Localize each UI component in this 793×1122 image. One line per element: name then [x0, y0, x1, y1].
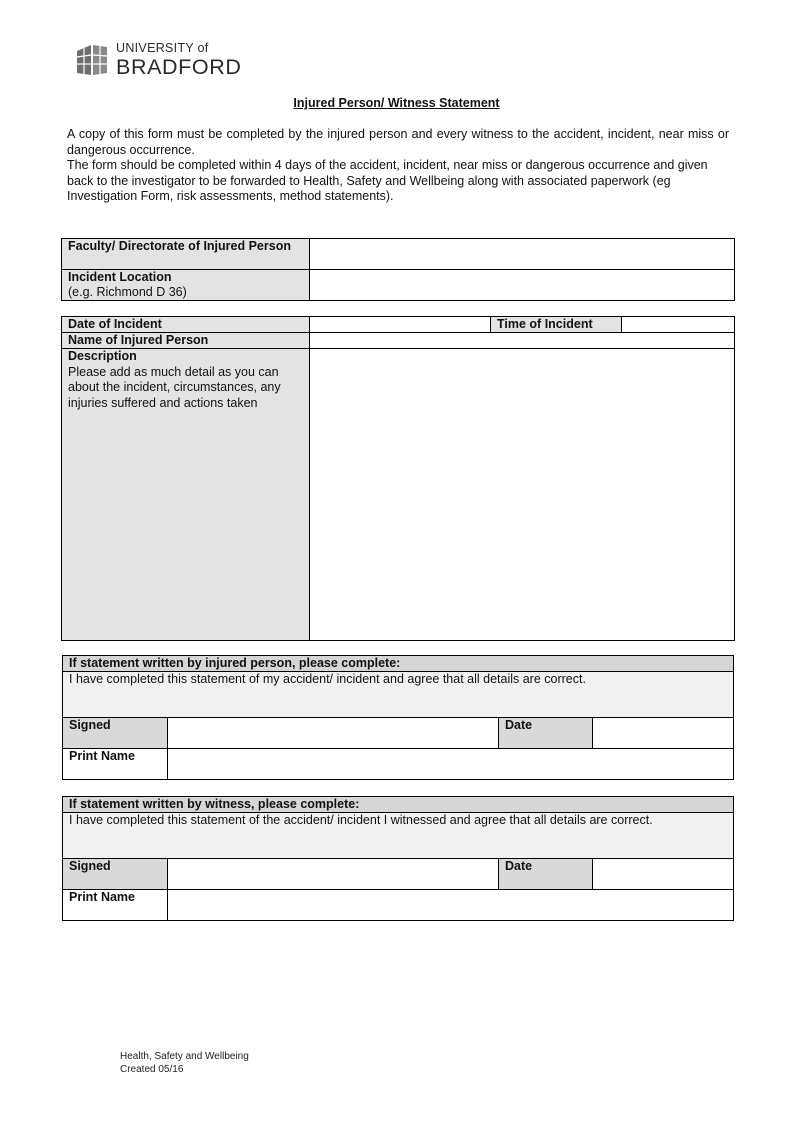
witness-print-name-field[interactable]: [168, 890, 734, 921]
time-of-incident-field[interactable]: [622, 317, 735, 333]
logo-wordmark: [116, 42, 241, 78]
injured-person-name-label: Name of Injured Person: [62, 333, 310, 349]
logo-line1: UNIVERSITY of: [116, 41, 209, 55]
description-label: Description: [68, 349, 137, 363]
injured-person-name-field[interactable]: [310, 333, 735, 349]
witness-date-field[interactable]: [593, 859, 734, 890]
university-logo: [76, 42, 241, 78]
page-footer: [120, 1050, 249, 1076]
injured-date-field[interactable]: [593, 718, 734, 749]
date-of-incident-label: Date of Incident: [62, 317, 310, 333]
location-hint: (e.g. Richmond D 36): [68, 284, 187, 299]
injured-signature-field[interactable]: [168, 718, 499, 749]
witness-signoff-statement: I have completed this statement of the accident/ incident I witnessed and agree that all details are correct.: [63, 813, 734, 859]
form-intro: [67, 127, 729, 205]
logo-line2: BRADFORD: [116, 54, 242, 79]
injured-signoff-header: If statement written by injured person, please complete:: [63, 656, 734, 672]
injured-print-name-field[interactable]: [168, 749, 734, 780]
location-field[interactable]: [310, 270, 735, 301]
injured-signoff-statement: I have completed this statement of my accident/ incident and agree that all details are correct.: [63, 672, 734, 718]
location-label: Incident Location: [68, 270, 172, 284]
injured-print-name-label: Print Name: [63, 749, 168, 780]
faculty-field[interactable]: [310, 239, 735, 270]
witness-signature-field[interactable]: [168, 859, 499, 890]
university-crest-icon: [76, 43, 108, 77]
witness-signed-label: Signed: [63, 859, 168, 890]
faculty-location-table: [61, 238, 735, 301]
incident-details-table: [61, 316, 735, 641]
witness-date-label: Date: [499, 859, 593, 890]
injured-person-signoff-table: [62, 655, 734, 780]
form-title: Injured Person/ Witness Statement: [293, 96, 500, 110]
description-field[interactable]: [310, 349, 735, 641]
witness-signoff-header: If statement written by witness, please complete:: [63, 797, 734, 813]
witness-signoff-table: [62, 796, 734, 921]
intro-paragraph-2: The form should be completed within 4 days of the accident, incident, near miss or dangerous occurrence and given back to the investigator to be forwarded to Health, Safety and Wellbeing along with associated paperwork (eg Investigation Form, risk assessments, method statements).: [67, 158, 708, 203]
injured-signed-label: Signed: [63, 718, 168, 749]
footer-department: Health, Safety and Wellbeing: [120, 1051, 249, 1062]
intro-paragraph-1: A copy of this form must be completed by the injured person and every witness to the accident, incident, near miss or dangerous occurrence.: [67, 127, 729, 157]
description-hint: Please add as much detail as you can about the incident, circumstances, any injuries suffered and actions taken: [68, 364, 281, 410]
location-label-cell: [62, 270, 310, 301]
footer-created: Created 05/16: [120, 1064, 184, 1075]
date-of-incident-field[interactable]: [310, 317, 491, 333]
injured-date-label: Date: [499, 718, 593, 749]
faculty-label: Faculty/ Directorate of Injured Person: [62, 239, 310, 270]
description-label-cell: [62, 349, 310, 641]
witness-print-name-label: Print Name: [63, 890, 168, 921]
time-of-incident-label: Time of Incident: [491, 317, 622, 333]
